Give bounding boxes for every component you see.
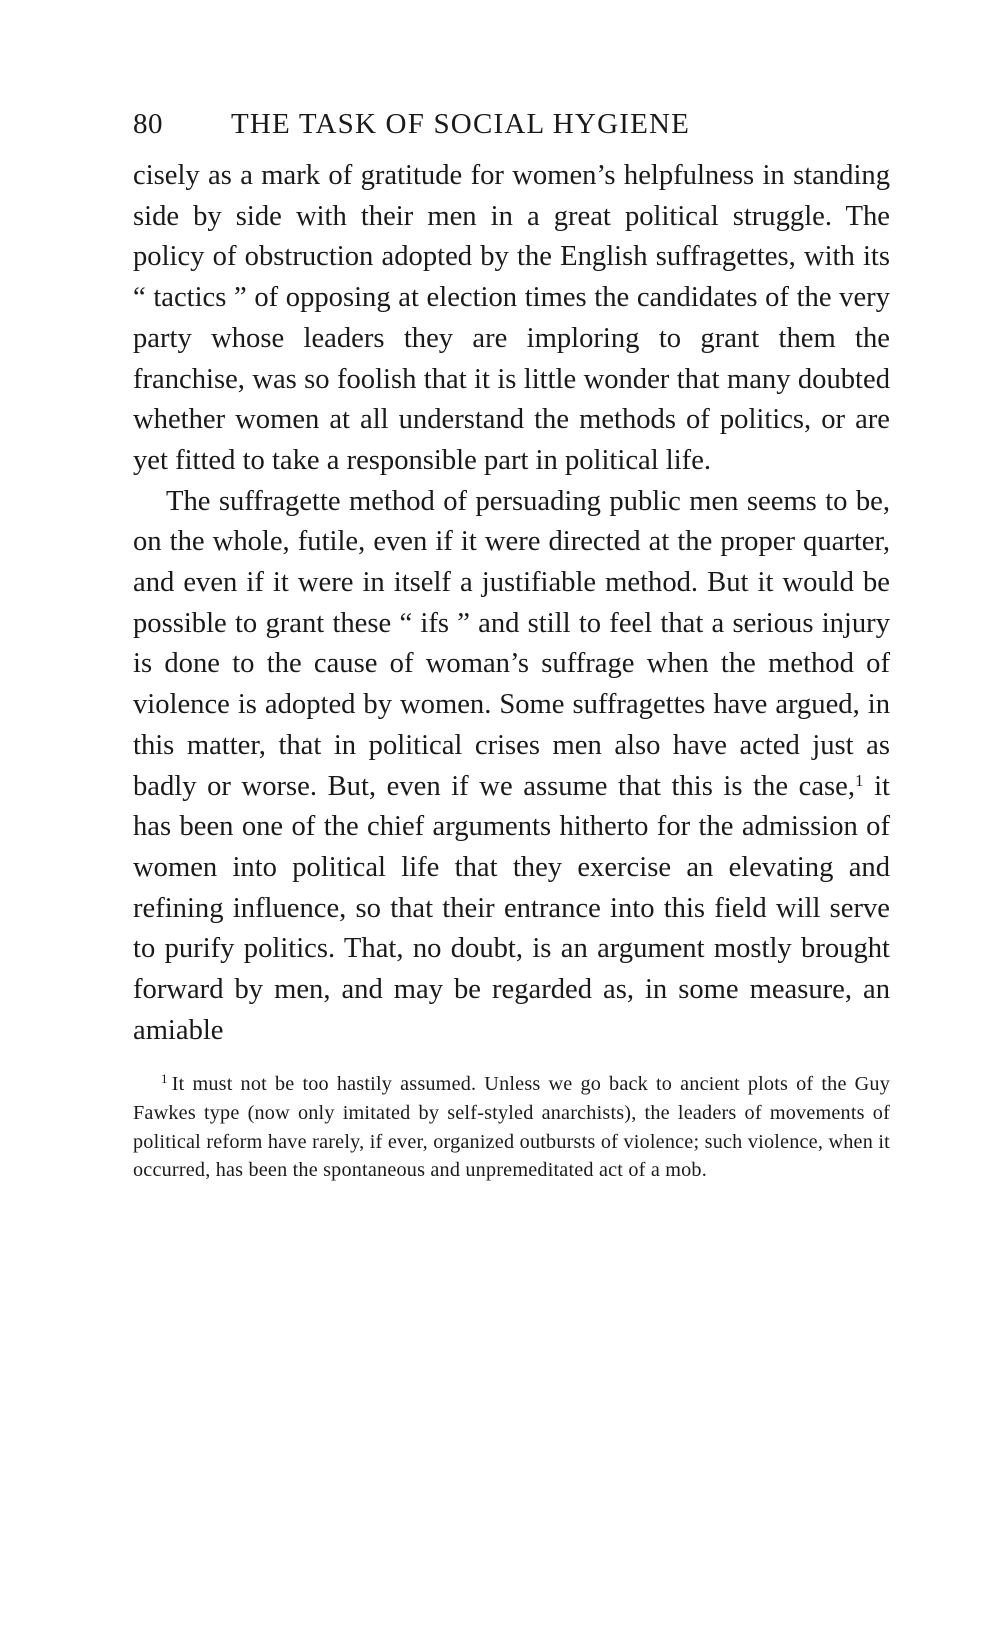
running-title: THE TASK OF SOCIAL HYGIENE	[231, 108, 691, 140]
paragraph-text-before-ref: The suffragette method of persuading public men seems to be, on the whole, futile, even if it were directed at the proper quarter, and even if it were in itself a justifiable method. But it would be possible to grant these “ ifs ” and still to feel that a serious injury is done to the cause of woman’s suffrage when the method of violence is adopted by women. Some suffragettes have argued, in this matter, that in political crises men also have acted just as badly or worse. But, even if we assume that this is the case,	[133, 485, 890, 802]
paragraph-suffragette-method	[133, 482, 890, 1052]
running-head	[133, 108, 890, 156]
body-text	[133, 156, 890, 1051]
page-number: 80	[133, 108, 163, 140]
footnote-reference: 1	[855, 770, 864, 790]
footnote-mark: 1	[161, 1071, 168, 1087]
paragraph-text-after-ref: it has been one of the chief arguments hitherto for the admission of women into political life that they exercise an elevating and refining influence, so that their entrance into this field will serve to purify politics. That, no doubt, is an argument mostly brought forward by men, and may be regarded as, in some measure, an amiable	[133, 770, 890, 1046]
footnote-text: It must not be too hastily assumed. Unless we go back to ancient plots of the Guy Fawkes type (now only imitated by self-styled anarchists), the leaders of movements of political reform have rarely, if ever, organized outbursts of violence; such violence, when it occurred, has been the spontaneous and unpremeditated act of a mob.	[133, 1073, 890, 1182]
book-page	[133, 108, 890, 1185]
paragraph-continued: cisely as a mark of gratitude for women’s helpfulness in standing side by side with their men in a great political struggle. The policy of obstruction adopted by the English suffragettes, with its “ tactics ” of opposing at election times the candidates of the very party whose leaders they are imploring to grant them the franchise, was so foolish that it is little wonder that many doubted whether women at all understand the methods of politics, or are yet fitted to take a responsible part in political life.	[133, 160, 890, 476]
footnote	[133, 1070, 890, 1184]
